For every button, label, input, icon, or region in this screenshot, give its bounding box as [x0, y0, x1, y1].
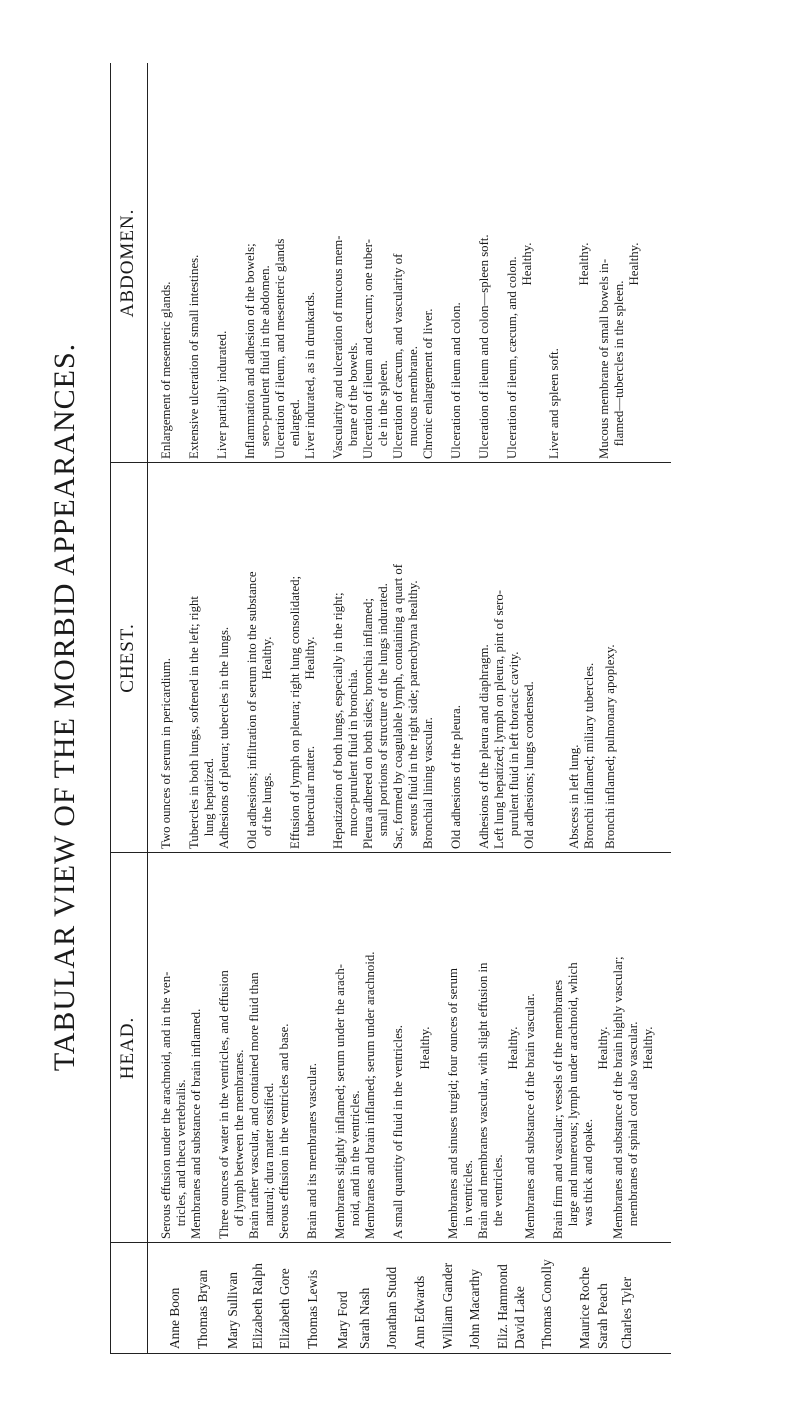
column-header-abdomen: ABDOMEN. — [117, 208, 138, 318]
abdomen-finding-line: Ulceration of ileum and colon—spleen soft. — [477, 234, 491, 459]
head-finding-line: was thick and opake. — [581, 1118, 595, 1239]
head-finding-line: Brain and its membranes vascular. — [305, 1063, 319, 1239]
chest-finding-line: Bronchi inflamed; pulmonary apoplexy. — [603, 644, 617, 849]
head-finding-line: Healthy. — [506, 1026, 520, 1070]
patient-name: Ann Edwards — [412, 1275, 427, 1349]
abdomen-finding-line: cle in the spleen. — [376, 360, 390, 459]
head-finding-line: large and numerous; lymph under arachnoid, which — [566, 962, 580, 1239]
chest-findings-column — [147, 467, 667, 849]
head-finding-line: of lymph between the membranes. — [232, 1049, 246, 1239]
patient-name: Sarah Peach — [595, 1283, 610, 1349]
patient-name: John Macarthy — [467, 1269, 482, 1349]
patient-name: Charles Tyler — [619, 1276, 634, 1349]
head-finding-line: Healthy. — [596, 1026, 610, 1070]
abdomen-finding-line: flamed—tubercles in the spleen. — [612, 280, 626, 459]
patient-name: Thomas Bryan — [195, 1269, 210, 1349]
abdomen-finding-line: brane of the bowels. — [346, 342, 360, 459]
chest-finding-line: Hepatization of both lungs, especially in the right; — [331, 592, 345, 849]
abdomen-finding-line: enlarged. — [288, 399, 302, 459]
abdomen-finding-line: Healthy. — [577, 242, 591, 286]
abdomen-finding-line: Liver partially indurated. — [215, 330, 229, 459]
chest-finding-line: Healthy. — [260, 636, 274, 680]
patient-name: William Gander — [440, 1262, 455, 1349]
column-header-head: HEAD. — [117, 1016, 138, 1080]
head-finding-line: Brain firm and vascular; vessels of the membranes — [551, 979, 565, 1239]
chest-finding-line: of the lungs. — [260, 772, 274, 849]
column-divider-chest — [111, 462, 671, 463]
abdomen-finding-line: Ulceration of ileum, and mesenteric glands — [273, 238, 287, 459]
chest-finding-line: serous fluid in the right side; parenchyma healthy. — [406, 580, 420, 849]
abdomen-finding-line: Inflammation and adhesion of the bowels; — [243, 243, 257, 459]
chest-finding-line: Two ounces of serum in pericardium. — [159, 657, 173, 849]
abdomen-findings-column — [147, 69, 667, 459]
head-finding-line: Serous effusion under the arachnoid, and in the ven- — [159, 971, 173, 1239]
abdomen-finding-line: Ulceration of ileum and cæcum; one tuber- — [361, 238, 375, 459]
head-finding-line: Membranes and substance of the brain vascular. — [523, 993, 537, 1239]
morbid-appearances-table — [110, 63, 671, 1354]
abdomen-finding-line: Extensive ulceration of small intestines. — [187, 254, 201, 459]
chest-finding-line: Effusion of lymph on pleura; right lung consolidated; — [288, 575, 302, 849]
head-finding-line: Three ounces of water in the ventricles, and effusion — [217, 970, 231, 1239]
head-finding-line: Membranes and substance of the brain highly vascular; — [611, 956, 625, 1239]
chest-finding-line: Adhesions of pleura; tubercles in the lungs. — [217, 626, 231, 849]
abdomen-finding-line: Vascularity and ulceration of mucous mem- — [331, 235, 345, 459]
patient-name: Elizabeth Ralph — [250, 1263, 265, 1349]
abdomen-finding-line: Mucous membrane of small bowels in- — [597, 258, 611, 459]
abdomen-finding-line: Liver indurated, as in drunkards. — [303, 291, 317, 459]
abdomen-finding-line: Ulceration of ileum and colon. — [449, 302, 463, 459]
head-finding-line: A small quantity of fluid in the ventricles. — [391, 1025, 405, 1239]
chest-finding-line: Abscess in left lung. — [567, 744, 581, 849]
chest-finding-line: Bronchi inflamed; miliary tubercles. — [582, 662, 596, 849]
head-finding-line: Healthy. — [418, 1026, 432, 1070]
patient-name: Sarah Nash — [357, 1287, 372, 1349]
patient-names-column — [147, 1245, 667, 1349]
patient-name: David Lake — [512, 1286, 527, 1349]
head-finding-line: Membranes and brain inflamed; serum under arachnoid. — [363, 951, 377, 1239]
abdomen-finding-line: Healthy. — [520, 242, 534, 286]
chest-finding-line: Adhesions of the pleura and diaphragm. — [477, 644, 491, 849]
chest-finding-line: muco-purulent fluid in bronchia. — [346, 669, 360, 849]
chest-finding-line: Old adhesions; infiltration of serum into the substance — [245, 571, 259, 849]
patient-name: Thomas Lewis — [305, 1269, 320, 1349]
chest-finding-line: lung hepatized. — [202, 758, 216, 849]
chest-finding-line: purulent fluid in left thoracic cavity. — [507, 651, 521, 849]
head-finding-line: Healthy. — [641, 1026, 655, 1070]
patient-name: Thomas Conolly — [539, 1259, 554, 1349]
chest-finding-line: Pleura adhered on both sides; bronchia inflamed; — [361, 598, 375, 849]
patient-name: Jonathan Studd — [384, 1266, 399, 1349]
column-divider-names — [111, 1242, 671, 1243]
abdomen-finding-line: sero-purulent fluid in the abdomen. — [258, 265, 272, 459]
head-finding-line: Serous effusion in the ventricles and base. — [277, 1023, 291, 1239]
abdomen-finding-line: Liver and spleen soft. — [547, 348, 561, 459]
head-finding-line: noid, and in the ventricles. — [348, 1090, 362, 1239]
head-finding-line: Brain rather vascular, and contained more fluid than — [247, 972, 261, 1239]
abdomen-finding-line: Chronic enlargement of liver. — [421, 308, 435, 459]
head-finding-line: tricles, and theca vertebralis. — [174, 1079, 188, 1239]
head-finding-line: Brain and membranes vascular, with slight effusion in — [476, 962, 490, 1239]
patient-name: Mary Ford — [335, 1291, 350, 1349]
chest-finding-line: small portions of structure of the lungs indurated. — [376, 583, 390, 849]
head-findings-column — [147, 857, 667, 1239]
head-finding-line: Membranes slightly inflamed; serum under the arach- — [333, 963, 347, 1239]
patient-name: Anne Boon — [167, 1287, 182, 1349]
abdomen-finding-line: Ulceration of ileum, cæcum, and colon. — [505, 256, 519, 459]
head-finding-line: the ventricles. — [491, 1154, 505, 1239]
head-finding-line: in ventricles. — [461, 1160, 475, 1239]
chest-finding-line: Sac, formed by coagulable lymph, containing a quart of — [391, 564, 405, 849]
chest-finding-line: Left lung hepatized; lymph on pleura, pint of sero- — [492, 589, 506, 849]
head-finding-line: Membranes and substance of brain inflamed. — [189, 1008, 203, 1239]
patient-name: Mary Sullivan — [225, 1272, 240, 1349]
patient-name: Elizabeth Gore — [277, 1268, 292, 1349]
patient-name: Maurice Roche — [577, 1266, 592, 1349]
patient-name: Eliz. Hammond — [495, 1264, 510, 1349]
column-header-chest: CHEST. — [117, 623, 138, 693]
abdomen-finding-line: Healthy. — [627, 242, 641, 286]
head-finding-line: membranes of spinal cord also vascular. — [626, 1021, 640, 1239]
chest-finding-line: Bronchial lining vascular. — [421, 717, 435, 849]
chest-finding-line: Tubercles in both lungs, softened in the left; right — [187, 596, 201, 849]
head-finding-line: natural; dura mater ossified. — [262, 1082, 276, 1239]
page-title: TABULAR VIEW OF THE MORBID APPEARANCES. — [48, 342, 81, 1072]
abdomen-finding-line: Ulceration of cæcum, and vascularity of — [391, 253, 405, 459]
column-divider-head — [111, 852, 671, 853]
head-finding-line: Membranes and sinuses turgid; four ounces of serum — [446, 968, 460, 1239]
chest-finding-line: tubercular matter. — [303, 745, 317, 849]
chest-finding-line: Old adhesions; lungs condensed. — [522, 681, 536, 849]
chest-finding-line: Old adhesions of the pleura. — [449, 705, 463, 849]
abdomen-finding-line: mucous membrane. — [406, 345, 420, 459]
chest-finding-line: Healthy. — [303, 636, 317, 680]
abdomen-finding-line: Enlargement of mesenteric glands. — [159, 281, 173, 459]
